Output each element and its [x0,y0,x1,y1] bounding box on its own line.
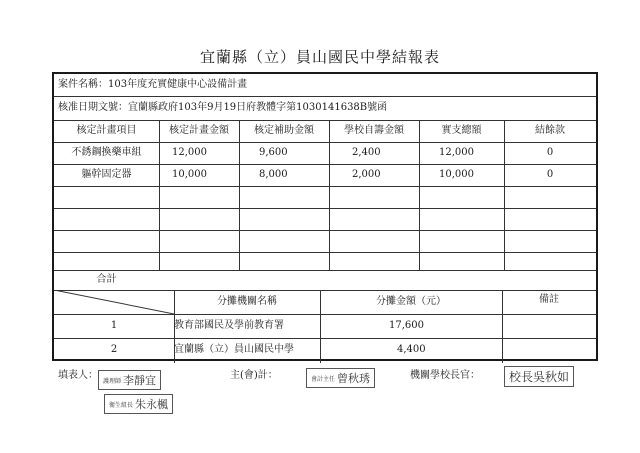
alloc-row-index: 1 [110,320,118,331]
page-title: 宜蘭縣（立）員山國民中學結報表 [199,48,440,66]
total-label: 合計 [96,274,117,285]
approval-label: 核准日期文號： [58,102,128,113]
case-name-value: 103年度充實健康中心設備計畫 [108,79,248,90]
approval-row [58,101,387,115]
table-row-planned: 12,000 [172,147,207,158]
col-divider [159,120,160,270]
stamp-name: 朱永楓 [135,398,169,411]
col-divider [419,120,420,270]
stamp-title: 衛生組長 [109,401,134,409]
filler-label: 填表人： [58,370,98,381]
row-divider [54,96,596,97]
principal-stamp: 校長吳秋如 [504,366,574,387]
alloc-row-index: 2 [110,344,118,355]
alloc-row-amount: 4,400 [397,344,426,355]
row-divider [54,120,596,121]
diagonal-line [54,290,174,314]
alloc-header-remark: 備註 [539,294,559,305]
alloc-header-agency: 分攤機關名稱 [217,296,277,307]
row-divider [54,338,596,339]
header-balance: 結餘款 [535,125,565,136]
row-divider [54,230,596,231]
stamp-title: 護理師 [103,377,122,385]
principal-label: 機關學校長官： [410,370,480,381]
filler-stamp-2 [104,394,173,414]
alloc-row-agency: 宜蘭縣（立）員山國民中學 [174,344,294,355]
table-row-balance: 0 [546,169,554,180]
table-row-self: 2,400 [352,147,381,158]
row-divider [54,314,596,315]
col-divider [239,120,240,270]
filler-stamp-1 [98,370,161,390]
stamp-name: 曾秋琇 [337,372,371,385]
approval-value: 宜蘭縣政府103年9月19日府教體字第1030141638B號函 [128,102,388,113]
row-divider [54,252,596,253]
case-name-row [58,78,247,92]
table-row-item: 不銹鋼換藥車組 [71,147,142,158]
alloc-row-agency: 教育部國民及學前教育署 [174,320,284,331]
table-row-subsidy: 8,000 [259,169,288,180]
header-subsidy-amount: 核定補助金額 [254,125,314,136]
accountant-stamp [306,368,375,388]
row-divider [54,186,596,187]
table-row-balance: 0 [546,147,554,158]
report-table [52,72,598,361]
alloc-row-amount: 17,600 [389,320,424,331]
table-row-item: 軀幹固定器 [81,169,132,180]
header-self-funded: 學校自籌金額 [344,125,404,136]
header-planned-amount: 核定計畫金額 [169,125,229,136]
header-item: 核定計畫項目 [76,125,137,136]
row-divider [54,164,596,165]
row-divider [54,208,596,209]
row-divider [54,270,596,271]
table-row-actual: 10,000 [439,169,474,180]
alloc-header-amount: 分攤金額（元） [376,296,446,307]
table-row-actual: 12,000 [439,147,474,158]
table-row-planned: 10,000 [172,169,207,180]
col-divider [504,120,505,270]
stamp-title: 會計主任 [311,375,336,383]
col-divider [329,120,330,270]
row-divider [54,142,596,143]
table-row-subsidy: 9,600 [259,147,288,158]
header-actual-total: 實支總額 [441,125,482,136]
case-name-label: 案件名稱： [58,79,108,90]
accountant-label: 主(會)計： [230,370,278,381]
stamp-name: 李靜宜 [123,374,157,387]
table-row-self: 2,000 [352,169,381,180]
